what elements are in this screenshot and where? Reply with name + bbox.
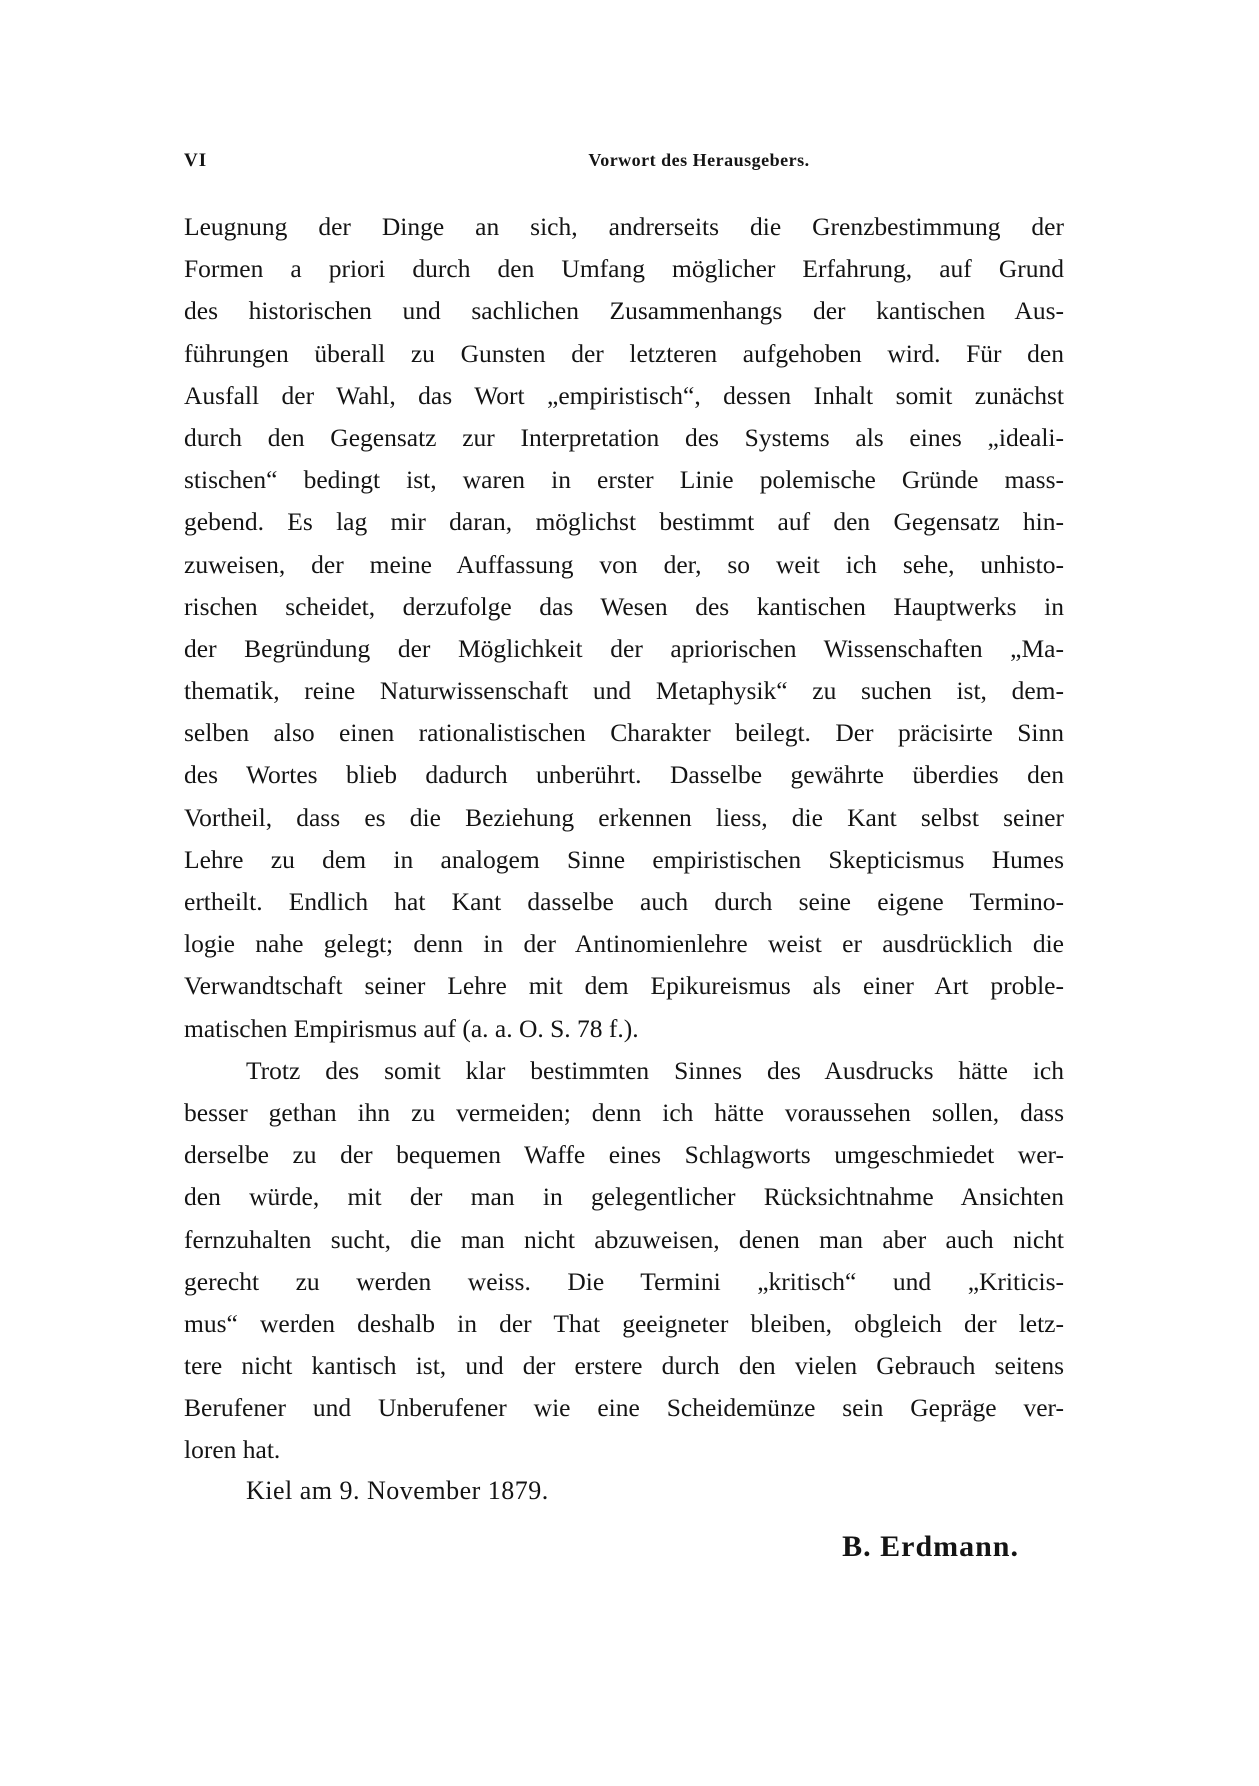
text-line: gerecht zu werden weiss. Die Termini „kritisch“ und „Kriticis- xyxy=(184,1266,1064,1296)
body-text xyxy=(184,206,1064,1472)
text-line: besser gethan ihn zu vermeiden; denn ich hätte voraussehen sollen, dass xyxy=(184,1097,1064,1127)
text-line: des historischen und sachlichen Zusammenhangs der kantischen Aus- xyxy=(184,296,1064,326)
running-head xyxy=(184,150,1064,174)
text-line: matischen Empirismus auf (a. a. O. S. 78 f.). xyxy=(184,1013,639,1043)
text-line: Vortheil, dass es die Beziehung erkennen liess, die Kant selbst seiner xyxy=(184,802,1064,832)
paragraph-1 xyxy=(184,206,1064,1050)
text-line: Formen a priori durch den Umfang möglicher Erfahrung, auf Grund xyxy=(184,254,1064,284)
text-line: der Begründung der Möglichkeit der apriorischen Wissenschaften „Ma- xyxy=(184,633,1064,663)
text-line: stischen“ bedingt ist, waren in erster Linie polemische Gründe mass- xyxy=(184,465,1064,495)
text-line: gebend. Es lag mir daran, möglichst bestimmt auf den Gegensatz hin- xyxy=(184,507,1064,537)
text-line: den würde, mit der man in gelegentlicher Rücksichtnahme Ansichten xyxy=(184,1182,1064,1212)
text-line: zuweisen, der meine Auffassung von der, so weit ich sehe, unhisto- xyxy=(184,549,1064,579)
author-signature: B. Erdmann. xyxy=(842,1530,1019,1563)
text-line: thematik, reine Naturwissenschaft und Metaphysik“ zu suchen ist, dem- xyxy=(184,676,1064,706)
text-line: Leugnung der Dinge an sich, andrerseits die Grenzbestimmung der xyxy=(184,212,1064,241)
text-line: ertheilt. Endlich hat Kant dasselbe auch durch seine eigene Termino- xyxy=(184,887,1064,916)
running-title: Vorwort des Herausgebers. xyxy=(588,150,810,170)
text-line: tere nicht kantisch ist, und der erstere durch den vielen Gebrauch seitens xyxy=(184,1351,1064,1381)
place-date: Kiel am 9. November 1879. xyxy=(246,1476,549,1505)
text-line: logie nahe gelegt; denn in der Antinomienlehre weist er ausdrücklich die xyxy=(184,929,1064,959)
paragraph-2 xyxy=(184,1050,1064,1472)
text-line: derselbe zu der bequemen Waffe eines Schlagworts umgeschmiedet wer- xyxy=(184,1140,1064,1170)
text-line: Lehre zu dem in analogem Sinne empiristischen Skepticismus Humes xyxy=(184,844,1064,874)
text-line: des Wortes blieb dadurch unberührt. Dasselbe gewährte überdies den xyxy=(184,760,1064,790)
text-line: Trotz des somit klar bestimmten Sinnes des Ausdrucks hätte ich xyxy=(246,1055,1064,1085)
text-line: fernzuhalten sucht, die man nicht abzuweisen, denen man aber auch nicht xyxy=(184,1224,1064,1254)
text-line: führungen überall zu Gunsten der letzteren aufgehoben wird. Für den xyxy=(184,338,1064,368)
text-line: selben also einen rationalistischen Charakter beilegt. Der präcisirte Sinn xyxy=(184,718,1064,748)
text-line: rischen scheidet, derzufolge das Wesen des kantischen Hauptwerks in xyxy=(184,591,1064,621)
text-line: mus“ werden deshalb in der That geeigneter bleiben, obgleich der letz- xyxy=(184,1308,1064,1338)
text-line: Ausfall der Wahl, das Wort „empiristisch“, dessen Inhalt somit zunächst xyxy=(184,380,1064,410)
text-line: durch den Gegensatz zur Interpretation des Systems als eines „ideali- xyxy=(184,422,1064,452)
text-line: Berufener und Unberufener wie eine Scheidemünze sein Gepräge ver- xyxy=(184,1393,1064,1423)
page-number: VI xyxy=(184,150,208,171)
text-line: Verwandtschaft seiner Lehre mit dem Epikureismus als einer Art proble- xyxy=(184,971,1064,1001)
text-line: loren hat. xyxy=(184,1435,281,1465)
